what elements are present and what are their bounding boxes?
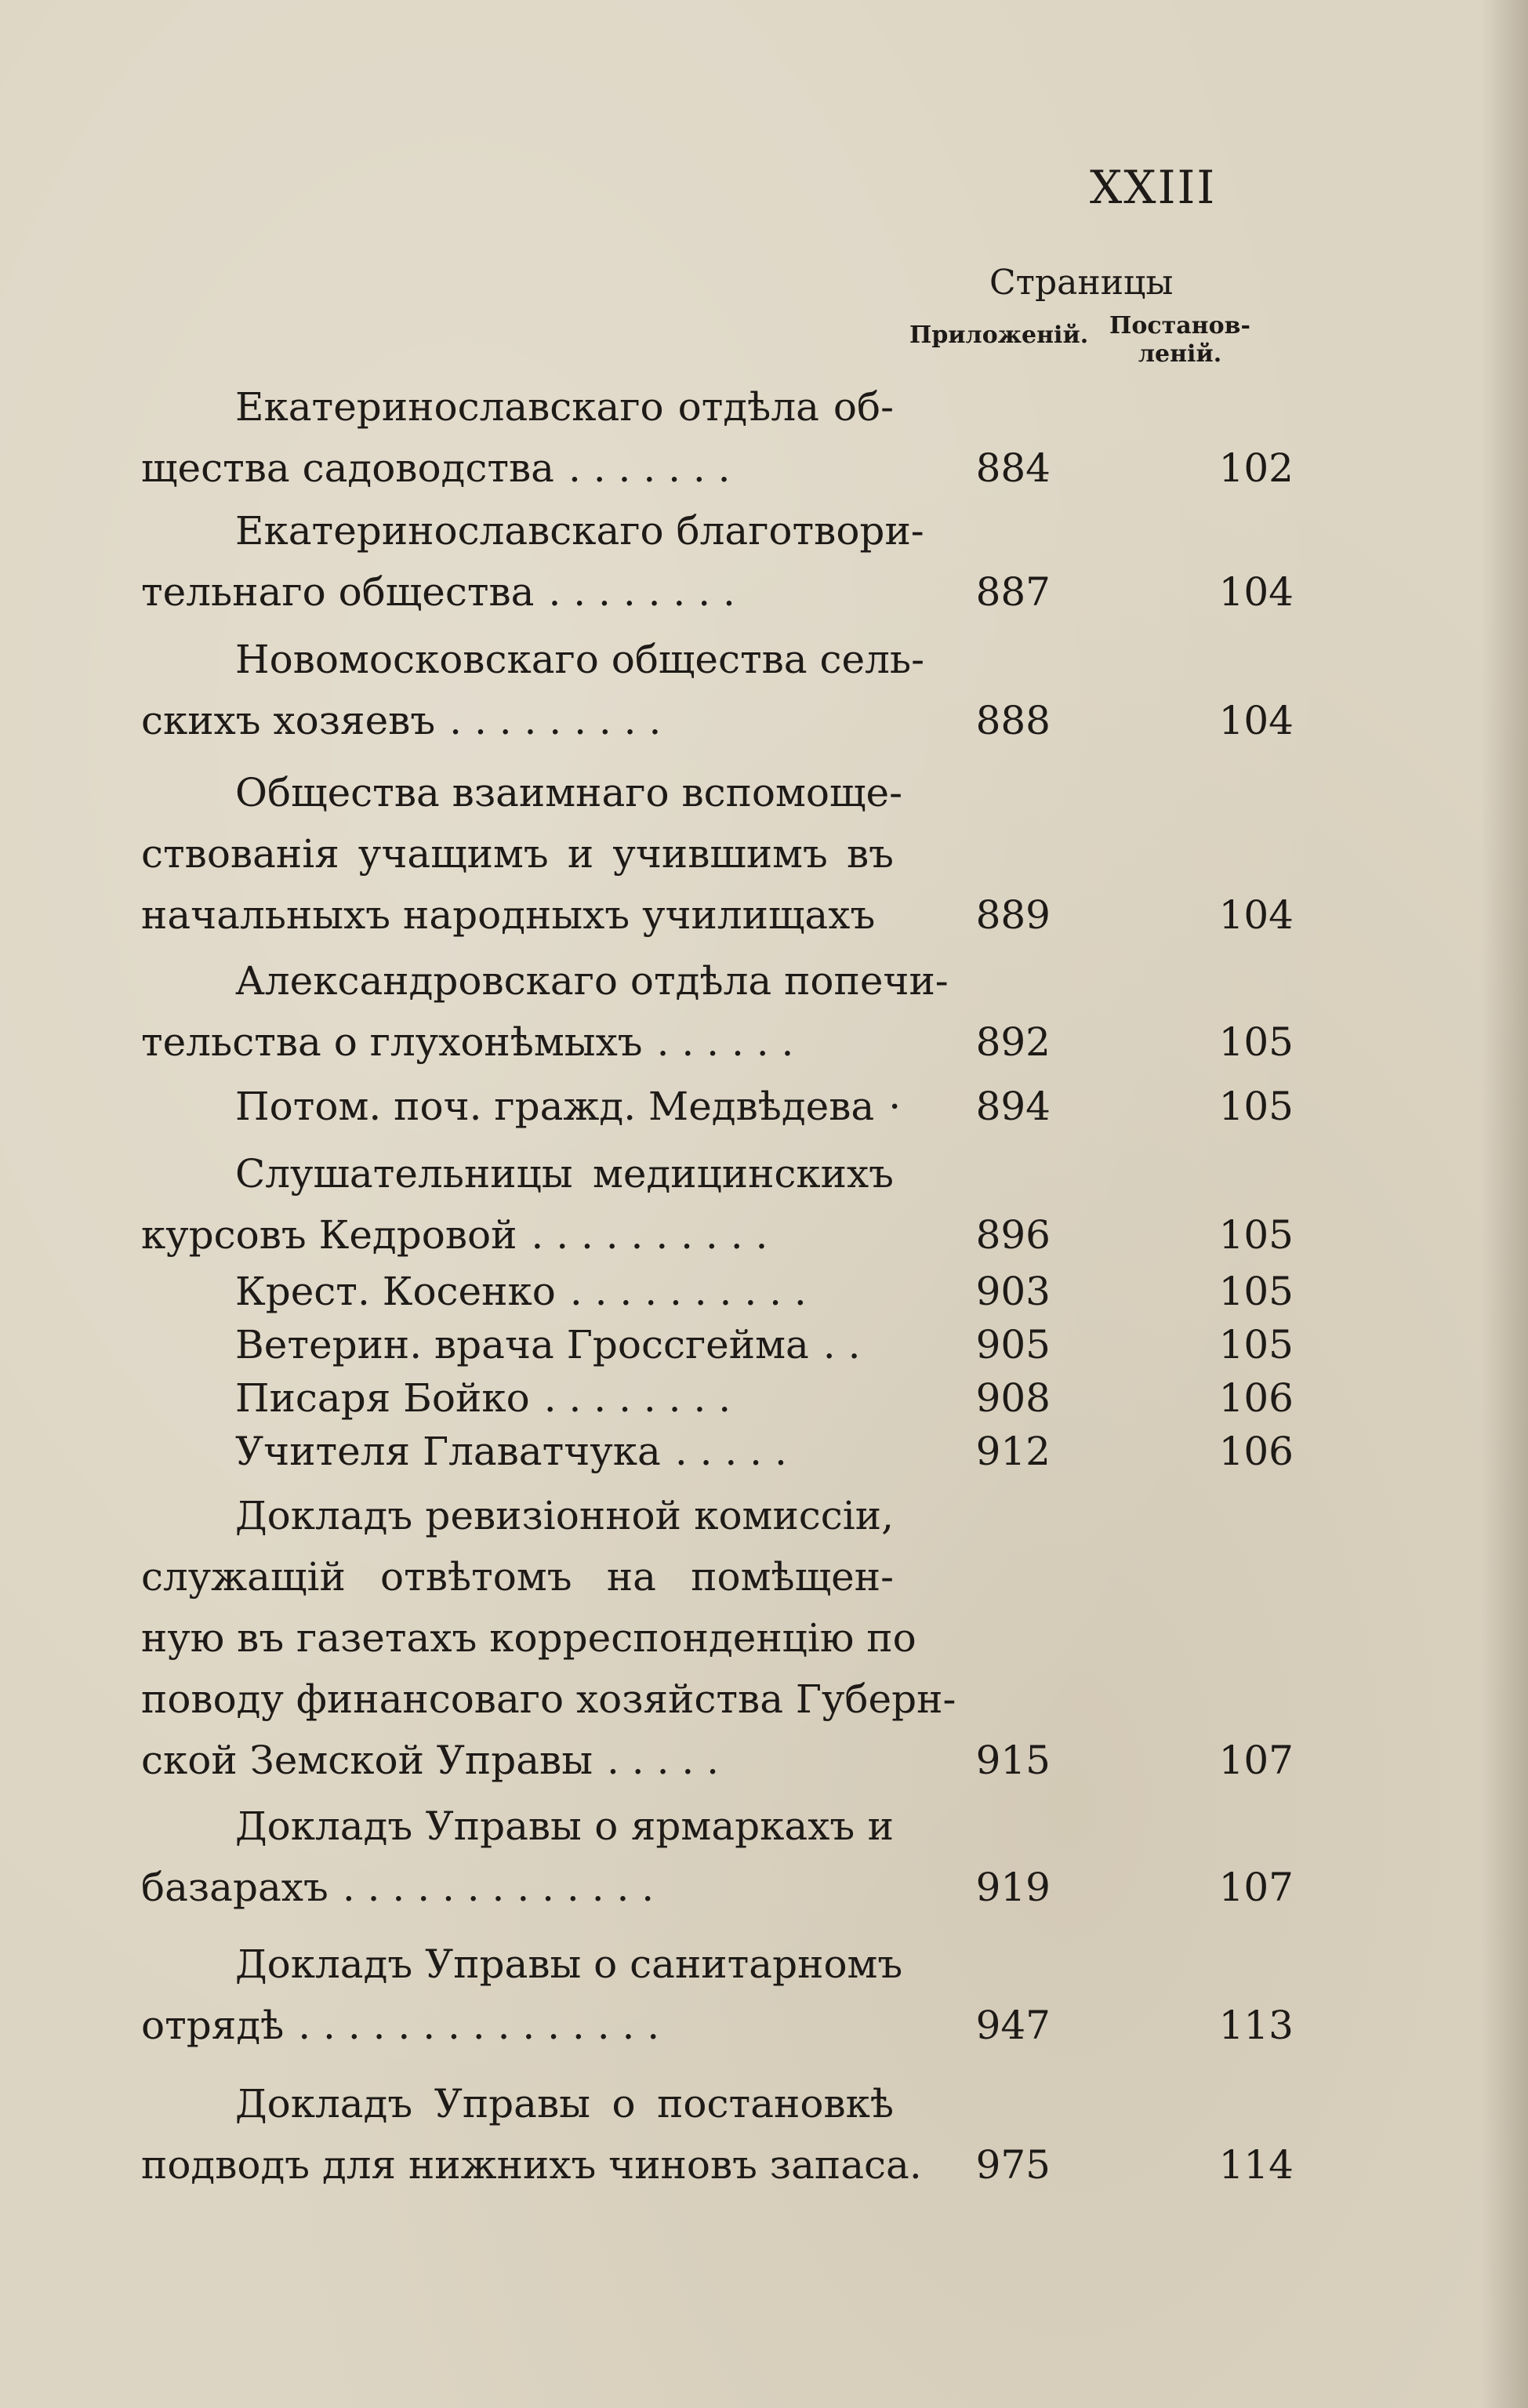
- toc-entry-line: [141, 1546, 1294, 1607]
- column-header-resolution-line2: леній.: [1138, 340, 1222, 368]
- leader-dots: . . . . . . . .: [548, 569, 735, 615]
- toc-entry: [141, 1796, 1294, 1918]
- leader-dots: ·: [888, 1084, 902, 1129]
- toc-entry: [141, 500, 1294, 623]
- toc-entry-line: [141, 1796, 1294, 1857]
- toc-entry: [141, 762, 1294, 946]
- toc-entry-text: Слушательницы медицинскихъ: [235, 1151, 894, 1197]
- appendix-page-number: 915: [975, 1738, 1051, 1783]
- toc-entry-text: Крест. Косенко: [235, 1269, 556, 1314]
- toc-entry-line: [141, 1730, 1294, 1791]
- column-header-resolution: [1105, 312, 1254, 369]
- leader-dots: . . . . . . . . . .: [569, 1269, 807, 1314]
- toc-entry-line: [141, 823, 1294, 884]
- leader-dots: . . . . . .: [656, 1019, 794, 1065]
- toc-entry-line: [141, 438, 1294, 499]
- toc-entry-line: [141, 1607, 1294, 1669]
- toc-entry-text: базарахъ: [141, 1865, 328, 1910]
- resolution-page-number: 102: [1218, 445, 1294, 491]
- toc-entry-text: Ветерин. врача Гроссгейма: [235, 1322, 809, 1367]
- appendix-page-number: 892: [975, 1019, 1051, 1065]
- toc-entry-text: отрядѣ: [141, 2003, 285, 2048]
- toc-entry: [141, 1261, 1294, 1322]
- toc-entry-line: [141, 500, 1294, 561]
- toc-entry-text: Александровскаго отдѣла попечи-: [235, 958, 949, 1004]
- toc-entry-line: [141, 1204, 1294, 1266]
- appendix-page-number: 905: [975, 1322, 1051, 1367]
- toc-entry: [141, 1934, 1294, 2056]
- toc-entry-line: [141, 1367, 1294, 1429]
- toc-entry-text: Докладъ ревизіонной комиссіи,: [235, 1493, 894, 1538]
- toc-entry-text: Новомосковскаго общества сель-: [235, 637, 924, 682]
- toc-entry-line: [141, 1485, 1294, 1546]
- leader-dots: . . . . . . .: [568, 445, 731, 491]
- toc-entry: [141, 1367, 1294, 1429]
- appendix-page-number: 896: [975, 1212, 1051, 1258]
- toc-entry-text: Докладъ Управы о ярмаркахъ и: [235, 1803, 894, 1849]
- appendix-page-number: 975: [975, 2142, 1051, 2188]
- toc-entry: [141, 1314, 1294, 1375]
- toc-entry-text: служащій отвѣтомъ на помѣщен-: [141, 1554, 894, 1600]
- toc-entry-text: курсовъ Кедровой: [141, 1212, 517, 1258]
- leader-dots: . . . . . . . . . . . . .: [342, 1865, 655, 1910]
- toc-entry: [141, 2073, 1294, 2196]
- toc-entry-line: [141, 2073, 1294, 2134]
- toc-entry-text: Екатеринославскаго благотвори-: [235, 508, 924, 554]
- toc-entry: [141, 1485, 1294, 1791]
- leader-dots: . . . . . . . . . .: [531, 1212, 768, 1258]
- toc-entry-line: [141, 1995, 1294, 2056]
- toc-entry-text: ской Земской Управы: [141, 1738, 593, 1783]
- appendix-page-number: 888: [975, 698, 1051, 743]
- resolution-page-number: 114: [1218, 2142, 1294, 2188]
- toc-entry-text: ствованія учащимъ и учившимъ въ: [141, 831, 894, 877]
- appendix-page-number: 884: [975, 445, 1051, 491]
- toc-entry-text: Екатеринославскаго отдѣла об-: [235, 384, 894, 430]
- resolution-page-number: 104: [1218, 892, 1294, 938]
- toc-entry-text: поводу финансоваго хозяйства Губерн-: [141, 1676, 956, 1722]
- toc-entry-text: подводъ для нижнихъ чиновъ запаса.: [141, 2142, 922, 2188]
- resolution-page-number: 105: [1218, 1019, 1294, 1065]
- leader-dots: . .: [822, 1322, 861, 1367]
- toc-entry: [141, 950, 1294, 1073]
- toc-entry-text: тельства о глухонѣмыхъ: [141, 1019, 643, 1065]
- appendix-page-number: 903: [975, 1269, 1051, 1314]
- toc-entry-line: [141, 561, 1294, 623]
- toc-entry-text: щества садоводства: [141, 445, 554, 491]
- toc-entry-line: [141, 376, 1294, 438]
- column-header-resolution-line1: Постанов-: [1109, 312, 1250, 340]
- resolution-page-number: 107: [1218, 1738, 1294, 1783]
- toc-entry: [141, 1421, 1294, 1482]
- resolution-page-number: 105: [1218, 1269, 1294, 1314]
- toc-entry: [141, 376, 1294, 499]
- toc-entry-line: [141, 1012, 1294, 1073]
- toc-entry-text: Докладъ Управы о санитарномъ: [235, 1941, 903, 1987]
- toc-entry-text: начальныхъ народныхъ училищахъ: [141, 892, 876, 938]
- column-header-pages: Страницы: [989, 263, 1174, 303]
- toc-entry-line: [141, 950, 1294, 1012]
- appendix-page-number: 919: [975, 1865, 1051, 1910]
- toc-entry: [141, 1143, 1294, 1266]
- toc-entry-text: тельнаго общества: [141, 569, 535, 615]
- appendix-page-number: 947: [975, 2003, 1051, 2048]
- toc-entry-text: Учителя Главатчука: [235, 1429, 661, 1474]
- toc-entry-line: [141, 1934, 1294, 1995]
- toc-entry-line: [141, 1669, 1294, 1730]
- leader-dots: . . . . . . . . .: [449, 698, 662, 743]
- table-of-contents: [141, 376, 1294, 2196]
- resolution-page-number: 104: [1218, 569, 1294, 615]
- toc-entry-text: Писаря Бойко: [235, 1375, 530, 1421]
- toc-entry-line: [141, 1076, 1294, 1137]
- toc-entry-line: [141, 1314, 1294, 1375]
- leader-dots: . . . . . . . .: [543, 1375, 731, 1421]
- toc-entry-line: [141, 690, 1294, 751]
- resolution-page-number: 106: [1218, 1429, 1294, 1474]
- toc-entry-text: скихъ хозяевъ: [141, 698, 436, 743]
- appendix-page-number: 894: [975, 1084, 1051, 1129]
- toc-entry-text: Потом. поч. гражд. Медвѣдева: [235, 1084, 875, 1129]
- appendix-page-number: 887: [975, 569, 1051, 615]
- toc-entry-line: [141, 2134, 1294, 2196]
- appendix-page-number: 889: [975, 892, 1051, 938]
- toc-entry-text: Докладъ Управы о постановкѣ: [235, 2081, 894, 2127]
- toc-entry-line: [141, 629, 1294, 690]
- toc-entry-line: [141, 762, 1294, 823]
- toc-entry-line: [141, 1143, 1294, 1204]
- page-number: XXIII: [1090, 161, 1217, 214]
- resolution-page-number: 105: [1218, 1084, 1294, 1129]
- resolution-page-number: 104: [1218, 698, 1294, 743]
- leader-dots: . . . . .: [674, 1429, 787, 1474]
- appendix-page-number: 908: [975, 1375, 1051, 1421]
- resolution-page-number: 107: [1218, 1865, 1294, 1910]
- toc-entry-text: ную въ газетахъ корреспонденцію по: [141, 1615, 916, 1661]
- appendix-page-number: 912: [975, 1429, 1051, 1474]
- resolution-page-number: 106: [1218, 1375, 1294, 1421]
- resolution-page-number: 105: [1218, 1212, 1294, 1258]
- toc-entry-line: [141, 1261, 1294, 1322]
- toc-entry-line: [141, 1421, 1294, 1482]
- toc-entry: [141, 1076, 1294, 1137]
- page-edge-shadow: [1481, 0, 1528, 2408]
- leader-dots: . . . . . . . . . . . . . . .: [298, 2003, 660, 2048]
- leader-dots: . . . . .: [607, 1738, 720, 1783]
- resolution-page-number: 105: [1218, 1322, 1294, 1367]
- toc-entry-line: [141, 1857, 1294, 1918]
- toc-entry: [141, 629, 1294, 751]
- column-header-appendix: Приложеній.: [909, 321, 1089, 349]
- toc-entry-line: [141, 884, 1294, 946]
- resolution-page-number: 113: [1218, 2003, 1294, 2048]
- toc-entry-text: Общества взаимнаго вспомоще-: [235, 770, 903, 815]
